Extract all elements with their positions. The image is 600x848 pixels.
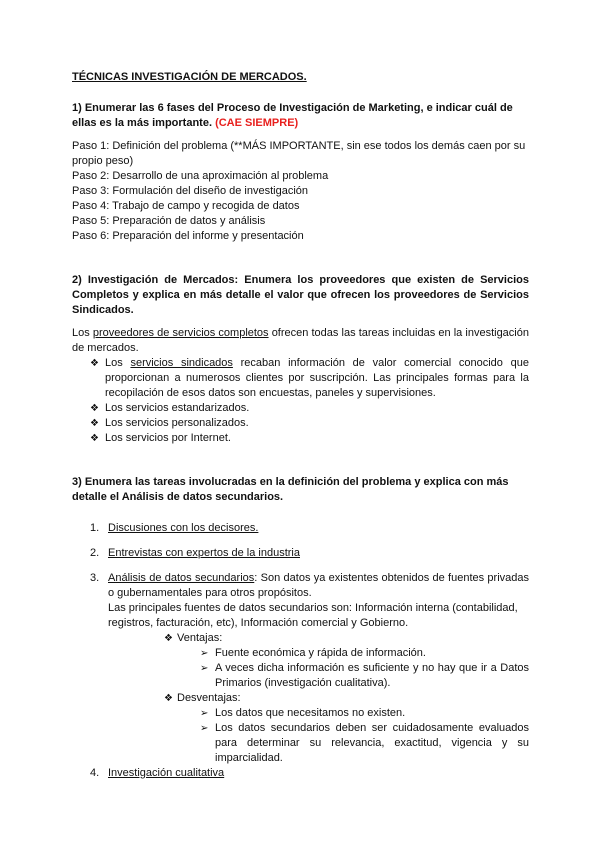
item-text: Investigación cualitativa (108, 767, 225, 779)
cae-siempre-highlight: (CAE SIEMPRE) (215, 117, 299, 129)
arrow-bullet-icon: ➢ (200, 663, 209, 674)
arrow-bullet-icon: ➢ (200, 648, 209, 659)
intro-post-text: ofrecen todas las tareas incluidas en la investigación de mercados. (72, 327, 529, 354)
diamond-bullet-icon: ❖ (90, 358, 99, 369)
advantage-text: Fuente económica y rápida de información. (215, 647, 426, 659)
bullet-text: Los servicios estandarizados. (105, 402, 250, 414)
step-3: Paso 3: Formulación del diseño de investigación (72, 185, 309, 197)
item-text: Análisis de datos secundarios (108, 572, 255, 584)
list-item (72, 661, 529, 691)
item-number: 4. (90, 767, 100, 779)
diamond-bullet-icon: ❖ (90, 433, 99, 444)
disadvantage-text: Los datos secundarios deben ser cuidadosamente evaluados para determinar su relevancia, exactitud, vigencia y su imparcialidad. (215, 722, 529, 764)
step-1: Paso 1: Definición del problema (**MÁS IMPORTANTE, sin ese todos los demás caen por su propio peso) (72, 140, 526, 167)
diamond-bullet-icon: ❖ (90, 403, 99, 414)
bullet-text: Los servicios personalizados. (105, 417, 249, 429)
step-4: Paso 4: Trabajo de campo y recogida de datos (72, 200, 300, 212)
document-page (72, 70, 529, 781)
item-colon: : (254, 572, 258, 584)
document-title: TÉCNICAS INVESTIGACIÓN DE MERCADOS. (72, 71, 307, 83)
intro-pre-text: Los (72, 327, 90, 339)
diamond-bullet-icon: ❖ (90, 418, 99, 429)
list-item (90, 401, 529, 416)
list-item (72, 721, 529, 766)
diamond-bullet-icon: ❖ (164, 693, 173, 704)
disadvantages-label: Desventajas: (177, 692, 241, 704)
question-3-heading: 3) Enumera las tareas involucradas en la definición del problema y explica con más detalle el Análisis de datos secundarios. (72, 476, 509, 503)
arrow-bullet-icon: ➢ (200, 723, 209, 734)
list-item (90, 356, 529, 401)
advantage-text: A veces dicha información es suficiente y no hay que ir a Datos Primarios (investigación cualitativa). (215, 662, 529, 689)
sindicados-description: recaban información de valor comercial conocido que proporcionan a numerosos clientes por suscripción. Las principales formas para la recopilación de esos datos son encuestas, paneles y supervisiones. (105, 357, 529, 399)
syndicated-services-link-text: servicios sindicados (130, 357, 233, 369)
list-item (90, 431, 529, 446)
step-2: Paso 2: Desarrollo de una aproximación al problema (72, 170, 329, 182)
advantages-header (72, 631, 529, 646)
arrow-bullet-icon: ➢ (200, 708, 209, 719)
list-item (72, 521, 529, 536)
item-description: Son datos ya existentes obtenidos de fuentes privadas o gubernamentales para otros propósitos. (108, 572, 530, 599)
process-steps-list (72, 139, 529, 244)
list-item (72, 571, 529, 631)
secondary-data-description (108, 571, 529, 601)
step-6: Paso 6: Preparación del informe y presentación (72, 230, 304, 242)
list-item (72, 546, 529, 561)
full-service-intro (72, 326, 529, 356)
disadvantages-header (72, 691, 529, 706)
list-item (90, 416, 529, 431)
provider-types-list (72, 356, 529, 446)
advantages-label: Ventajas: (177, 632, 223, 644)
list-item (72, 646, 529, 661)
step-5: Paso 5: Preparación de datos y análisis (72, 215, 266, 227)
item-number: 1. (90, 522, 100, 534)
full-service-link-text: proveedores de servicios completos (92, 327, 269, 339)
bullet-text: Los servicios por Internet. (105, 432, 231, 444)
question-1-text: 1) Enumerar las 6 fases del Proceso de Investigación de Marketing, e indicar cuál de ellas es la más importante. (72, 102, 513, 129)
question-2-heading: 2) Investigación de Mercados: Enumera los proveedores que existen de Servicios Completos y explica en más detalle el valor que ofrecen los proveedores de Servicios Sindicados. (72, 274, 529, 316)
problem-definition-tasks-continued (72, 766, 529, 781)
item-number: 3. (90, 572, 100, 584)
disadvantage-text: Los datos que necesitamos no existen. (215, 707, 406, 719)
item-text: Discusiones con los decisores. (108, 522, 259, 534)
item-number: 2. (90, 547, 100, 559)
question-1-heading (72, 101, 529, 131)
problem-definition-tasks (72, 521, 529, 631)
list-item (72, 766, 529, 781)
sindicados-pre-text: Los (105, 357, 123, 369)
secondary-data-sources: Las principales fuentes de datos secundarios son: Información interna (contabilidad, registros, facturación, etc), Información comercial y Gobierno. (108, 602, 518, 629)
item-text: Entrevistas con expertos de la industria (108, 547, 300, 559)
diamond-bullet-icon: ❖ (164, 633, 173, 644)
list-item (72, 706, 529, 721)
